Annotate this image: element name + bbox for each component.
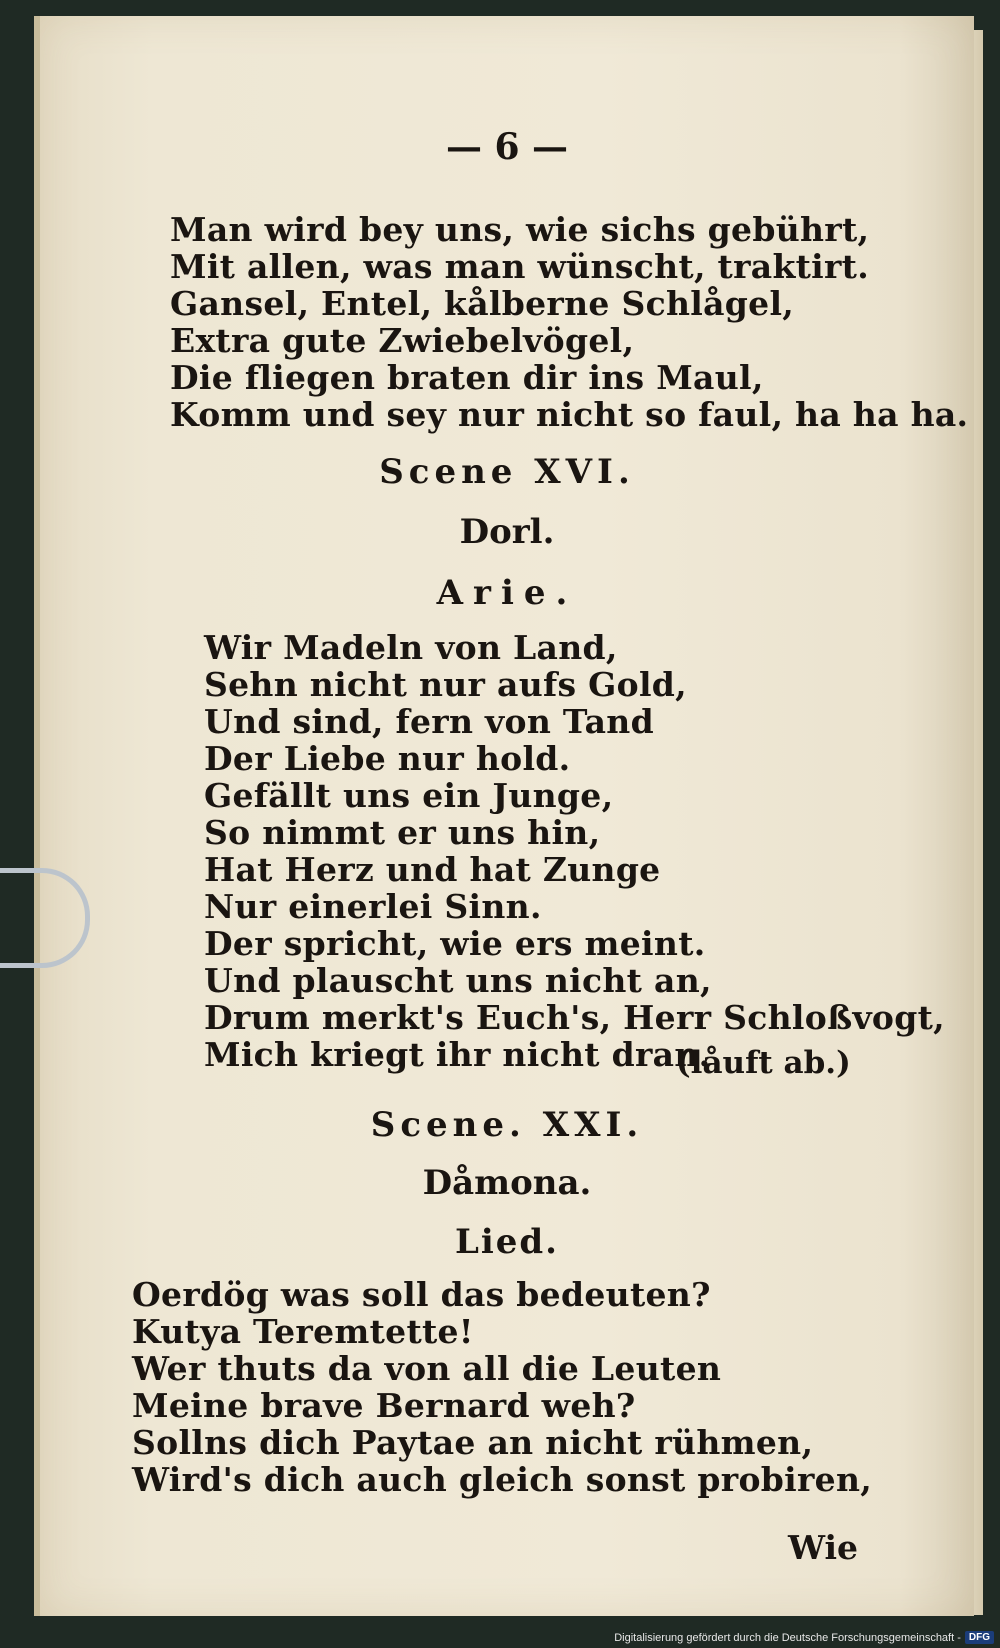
speaker-name: Dåmona. [422, 1163, 592, 1203]
verse-line: Gefällt uns ein Junge, [204, 776, 614, 815]
verse-line: Wir Madeln von Land, [204, 628, 618, 667]
verse-line: Oerdög was soll das bedeuten? [132, 1275, 711, 1314]
verse-line: Sehn nicht nur aufs Gold, [204, 665, 687, 704]
verse-line: Wird's dich auch gleich sonst probiren, [132, 1460, 873, 1499]
stanza-2 [204, 629, 945, 1073]
verse-line: Der spricht, wie ers meint. [204, 924, 706, 963]
speaker-name: Dorl. [459, 512, 555, 552]
verse-line: Und plauscht uns nicht an, [204, 961, 712, 1000]
stanza-1 [170, 211, 968, 433]
verse-line: Und sind, fern von Tand [204, 702, 654, 741]
footer-text: Digitalisierung gefördert durch die Deutsche Forschungsgemeinschaft - [614, 1631, 961, 1644]
stanza-3 [132, 1276, 872, 1498]
verse-line: So nimmt er uns hin, [204, 813, 601, 852]
verse-line: Sollns dich Paytae an nicht rühmen, [132, 1423, 814, 1462]
song-type-heading: Arie. [436, 573, 578, 613]
book-page [34, 16, 974, 1616]
song-type-heading: Lied. [454, 1222, 560, 1262]
verse-line: Hat Herz und hat Zunge [204, 850, 661, 889]
verse-line: Kutya Teremtette! [132, 1312, 474, 1351]
verse-line: Man wird bey uns, wie sichs gebührt, [170, 210, 870, 249]
verse-line: Extra gute Zwiebelvögel, [170, 321, 635, 360]
verse-line: Mich kriegt ihr nicht dran. [204, 1035, 711, 1074]
verse-line: Gansel, Entel, kålberne Schlågel, [170, 284, 795, 323]
dfg-logo: DFG [965, 1631, 994, 1644]
footer-credit [614, 1631, 994, 1644]
stage-direction: (låuft ab.) [676, 1045, 851, 1081]
verse-line: Drum merkt's Euch's, Herr Schloßvogt, [204, 998, 945, 1037]
verse-line: Nur einerlei Sinn. [204, 887, 542, 926]
verse-line: Mit allen, was man wünscht, traktirt. [170, 247, 870, 286]
paper-clip [0, 868, 90, 968]
verse-line: Der Liebe nur hold. [204, 739, 571, 778]
scene-heading: Scene XVI. [379, 452, 635, 492]
page-number: — 6 — [445, 126, 569, 168]
verse-line: Die fliegen braten dir ins Maul, [170, 358, 764, 397]
verse-line: Meine brave Bernard weh? [132, 1386, 636, 1425]
verse-line: Komm und sey nur nicht so faul, ha ha ha. [170, 395, 969, 434]
catchword: Wie [788, 1528, 859, 1567]
scene-heading: Scene. XXI. [370, 1105, 644, 1145]
verse-line: Wer thuts da von all die Leuten [132, 1349, 722, 1388]
